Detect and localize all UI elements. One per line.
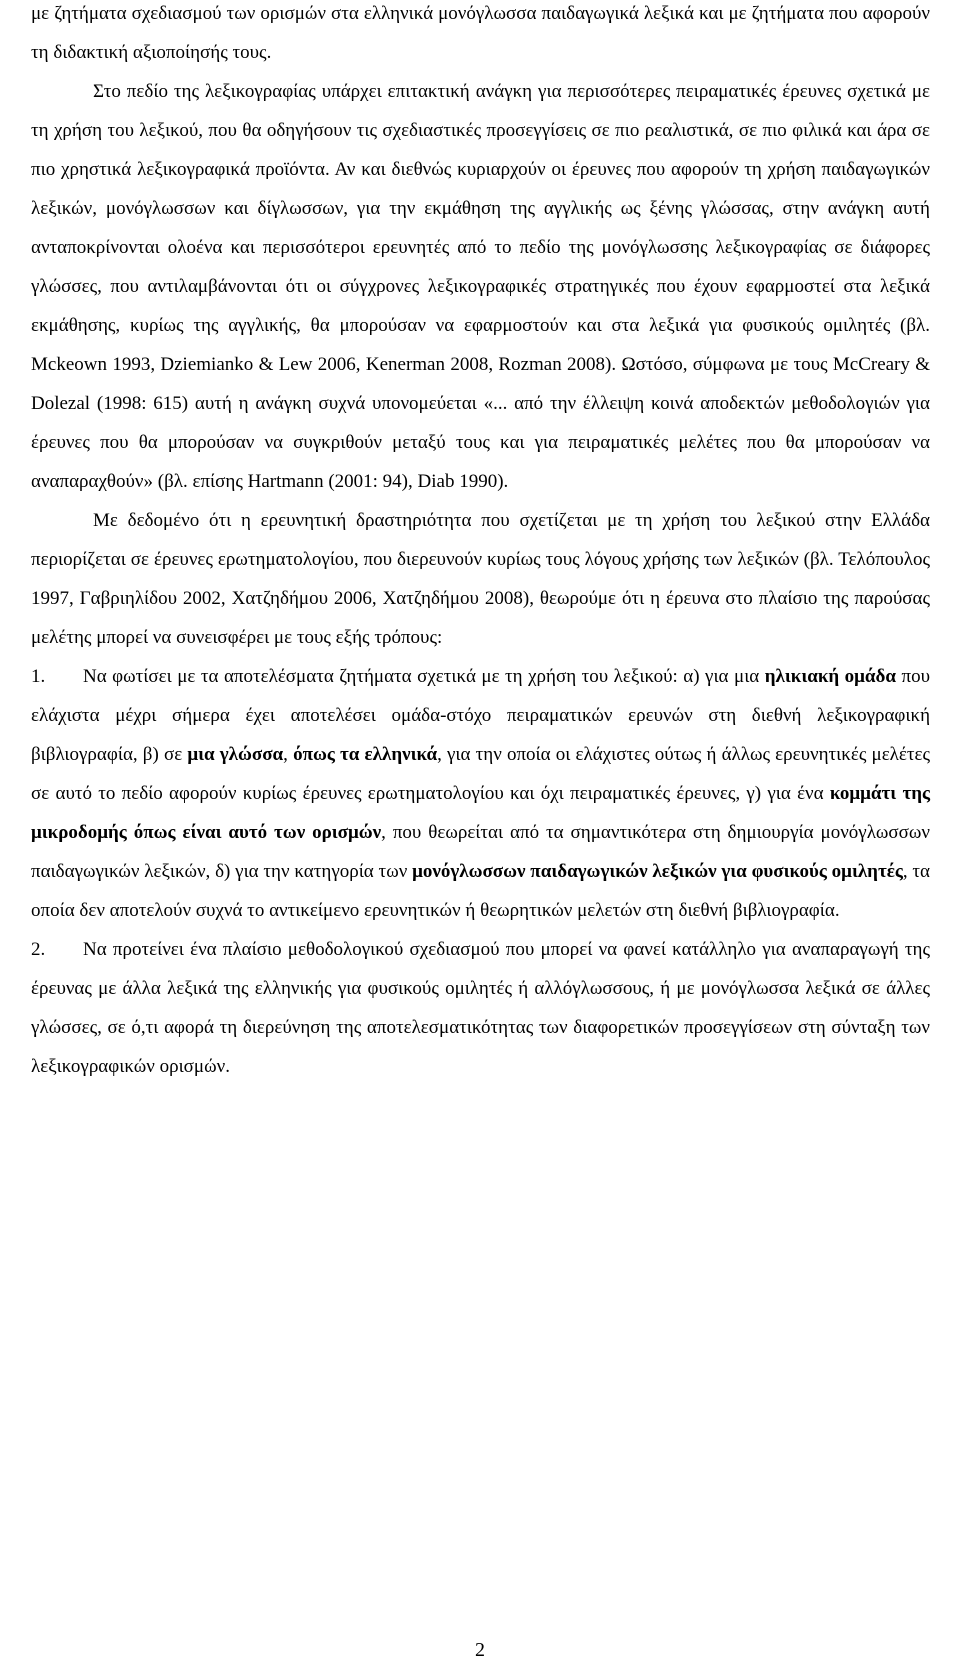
- paragraph-greek-research-context: Με δεδομένο ότι η ερευνητική δραστηριότητα που σχετίζεται με τη χρήση του λεξικού στην Ελλάδα περιορίζεται σε έρευνες ερωτηματολογίου, που διερευνούν κυρίως τους λόγους χρήσης των λεξικών (βλ. Τελόπουλος 1997, Γαβριηλίδου 2002, Χατζηδήμου 2006, Χατζηδήμου 2008), θεωρούμε ότι η έρευνα στο πλαίσιο της παρούσας μελέτης μπορεί να συνεισφέρει με τους εξής τρόπους:: [31, 510, 930, 648]
- list-segment-bold: όπως τα ελληνικά: [293, 744, 438, 765]
- page-number: 2: [475, 1639, 485, 1661]
- paragraph-lexicography-research: Στο πεδίο της λεξικογραφίας υπάρχει επιτακτική ανάγκη για περισσότερες πειραματικές έρευνες σχετικά με τη χρήση του λεξικού, που θα οδηγήσουν τις σχεδιαστικές προσεγγίσεις σε πιο ρεαλιστικά, σε πιο φιλικά και άρα σε πιο χρηστικά λεξικογραφικά προϊόντα. Αν και διεθνώς κυριαρχούν οι έρευνες που αφορούν τη χρήση παιδαγωγικών λεξικών, μονόγλωσσων και δίγλωσσων, για την εκμάθηση της αγγλικής ως ξένης γλώσσας, στην ανάγκη αυτή ανταποκρίνονται ολοένα και περισσότεροι ερευνητές από το πεδίο της μονόγλωσσης λεξικογραφίας σε διάφορες γλώσσες, που αντιλαμβάνονται ότι οι σύγχρονες λεξικογραφικές στρατηγικές που έχουν εφαρμοστεί στα λεξικά εκμάθησης, κυρίως της αγγλικής, θα μπορούσαν να εφαρμοστούν και στα λεξικά για φυσικούς ομιλητές (βλ. Mckeown 1993, Dziemianko & Lew 2006, Kenerman 2008, Rozman 2008). Ωστόσο, σύμφωνα με τους McCreary & Dolezal (1998: 615) αυτή η ανάγκη συχνά υπονομεύεται «... από την έλλειψη κοινά αποδεκτών μεθοδολογιών για έρευνες που θα μπορούσαν να συγκριθούν μεταξύ τους και για πειραματικές μελέτες που θα μπορούσαν να αναπαραχθούν» (βλ. επίσης Hartmann (2001: 94), Diab 1990).: [31, 81, 930, 492]
- list-segment-bold: κομμάτι της μικροδομής όπως είναι αυτό των ορισμών: [31, 783, 931, 843]
- list-item: [31, 657, 930, 930]
- list-segment-bold: μια γλώσσα: [187, 744, 284, 765]
- list-segment: , για την οποία οι ελάχιστες ούτως ή άλλως ερευνητικές μελέτες σε αυτό το πεδίο αφορούν κυρίως έρευνες ερωτηματολογίου και όχι πειραματικές έρευνες, γ) για ένα: [31, 744, 930, 804]
- list-segment: , που θεωρείται από τα σημαντικότερα στη δημιουργία μονόγλωσσων παιδαγωγικών λεξικών, δ) για την κατηγορία των: [31, 822, 930, 882]
- list-segment-bold: ηλικιακή ομάδα: [764, 666, 896, 687]
- document-page: [31, 0, 930, 1086]
- list-segment-bold: μονόγλωσσων παιδαγωγικών λεξικών για φυσικούς ομιλητές: [412, 861, 903, 882]
- list-item: [31, 930, 930, 1086]
- paragraph-continuation: με ζητήματα σχεδιασμού των ορισμών στα ελληνικά μονόγλωσσα παιδαγωγικά λεξικά και με ζητήματα που αφορούν τη διδακτική αξιοποίησής τους.: [31, 3, 930, 63]
- list-item-text: [31, 939, 930, 1077]
- list-segment: που ελάχιστα μέχρι σήμερα έχει αποτελέσει ομάδα-στόχο πειραματικών ερευνών στη διεθνή λεξικογραφική βιβλιογραφία, β) σε: [31, 666, 930, 765]
- list-segment: ,: [283, 744, 294, 765]
- list-item-number: 2.: [31, 939, 46, 960]
- contributions-list: [31, 657, 930, 1086]
- list-item-text: [31, 666, 930, 921]
- list-segment: Να φωτίσει με τα αποτελέσματα ζητήματα σχετικά με τη χρήση του λεξικού: α) για μια: [83, 666, 765, 687]
- list-item-number: 1.: [31, 666, 46, 687]
- list-segment: , τα οποία δεν αποτελούν συχνά το αντικείμενο ερευνητικών ή θεωρητικών μελετών στη διεθνή βιβλιογραφία.: [31, 861, 930, 921]
- list-segment: Να προτείνει ένα πλαίσιο μεθοδολογικού σχεδιασμού που μπορεί να φανεί κατάλληλο για αναπαραγωγή της έρευνας με άλλα λεξικά της ελληνικής για φυσικούς ομιλητές ή αλλόγλωσσους, ή με μονόγλωσσα λεξικά σε άλλες γλώσσες, σε ό,τι αφορά τη διερεύνηση της αποτελεσματικότητας των διαφορετικών προσεγγίσεων στη σύνταξη των λεξικογραφικών ορισμών.: [31, 939, 930, 1077]
